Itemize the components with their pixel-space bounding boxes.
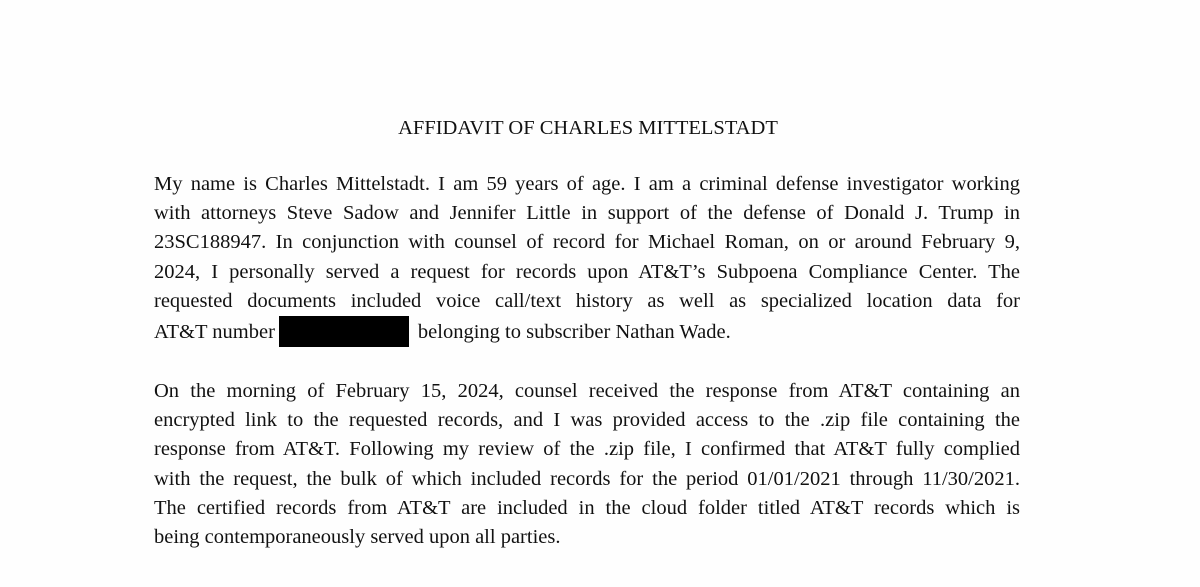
paragraph-2-line: On the morning of February 15, 2024, counsel received the response from AT&T containing an bbox=[154, 380, 1020, 402]
subscriber-text: belonging to subscriber Nathan Wade. bbox=[417, 320, 731, 343]
paragraph-1-line: 23SC188947. In conjunction with counsel of record for Michael Roman, on or around February 9, bbox=[154, 231, 1020, 254]
paragraph-2-line: encrypted link to the requested records, and I was provided access to the .zip file containing the bbox=[154, 409, 1020, 432]
paragraph-1-last-line bbox=[154, 316, 1020, 345]
paragraph-1 bbox=[154, 170, 1020, 345]
paragraph-2-line: response from AT&T. Following my review of the .zip file, I confirmed that AT&T fully complied bbox=[154, 438, 1020, 461]
paragraph-1-line: My name is Charles Mittelstadt. I am 59 years of age. I am a criminal defense investigator working bbox=[154, 173, 1020, 195]
paragraph-2-line: being contemporaneously served upon all parties. bbox=[154, 525, 561, 548]
paragraph-1-line: 2024, I personally served a request for records upon AT&T’s Subpoena Compliance Center. The bbox=[154, 260, 1020, 283]
paragraph-2-line: with the request, the bulk of which included records for the period 01/01/2021 through 11/30/2021. bbox=[154, 467, 1020, 490]
paragraph-2-line: The certified records from AT&T are included in the cloud folder titled AT&T records which is bbox=[154, 496, 1020, 519]
paragraph-2 bbox=[154, 377, 1020, 552]
document-title: AFFIDAVIT OF CHARLES MITTELSTADT bbox=[398, 117, 778, 139]
paragraph-1-line: requested documents included voice call/text history as well as specialized location data for bbox=[154, 289, 1020, 312]
redacted-phone-number bbox=[279, 316, 409, 347]
paragraph-1-line: with attorneys Steve Sadow and Jennifer Little in support of the defense of Donald J. Trump in bbox=[154, 202, 1020, 225]
phone-number-label: AT&T number bbox=[154, 320, 275, 343]
